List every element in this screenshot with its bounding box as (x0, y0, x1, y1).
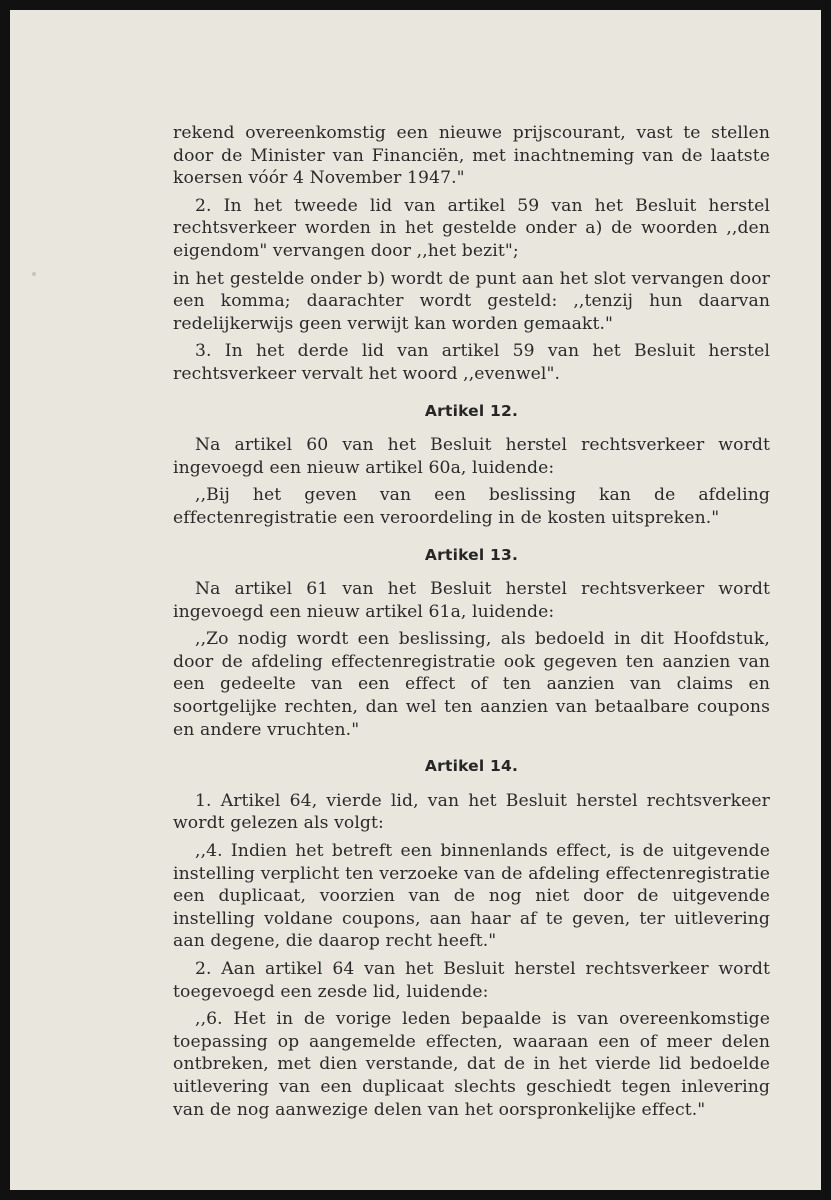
document-body (173, 122, 770, 1126)
artikel-14-quote-6: ,,6. Het in de vorige leden bepaalde is van overeenkomstige toepassing op aangemelde effecten, waaraan een of meer delen ontbreken, met dien verstande, dat de in het vierde lid bedoelde uitlevering van een duplicaat slechts geschiedt tegen inlevering van de nog aanwezige delen van het oorspronkelijke effect." (173, 1009, 770, 1120)
artikel-14-lid-2: 2. Aan artikel 64 van het Besluit herstel rechtsverkeer wordt toegevoegd een zesde lid, luidende: (173, 959, 770, 1002)
paper-speck (32, 272, 36, 276)
artikel-13-intro: Na artikel 61 van het Besluit herstel rechtsverkeer wordt ingevoegd een nieuw artikel 61a, luidende: (173, 579, 770, 622)
paragraph-onder-b: in het gestelde onder b) wordt de punt aan het slot vervangen door een komma; daarachter wordt gesteld: ,,tenzij hun daarvan redelijkerwijs geen verwijt kan worden gemaakt." (173, 268, 770, 334)
paragraph-continuation: rekend overeenkomstig een nieuwe prijscourant, vast te stellen door de Minister van Financiën, met inachtneming van de laatste koersen vóór 4 November 1947." (173, 123, 770, 189)
heading-artikel-12: Artikel 12. (424, 401, 519, 420)
heading-artikel-14: Artikel 14. (424, 757, 519, 776)
artikel-12-intro: Na artikel 60 van het Besluit herstel rechtsverkeer wordt ingevoegd een nieuw artikel 60a, luidende: (173, 435, 770, 478)
artikel-14-lid-1: 1. Artikel 64, vierde lid, van het Besluit herstel rechtsverkeer wordt gelezen als volgt: (173, 790, 770, 834)
document-page (10, 10, 821, 1190)
artikel-13-quote: ,,Zo nodig wordt een beslissing, als bedoeld in dit Hoofdstuk, door de afdeling effectenregistratie ook gegeven ten aanzien van een gedeelte van een effect of ten aanzien van claims en soortgelijke rechten, dan wel ten aanzien van betaalbare coupons en andere vruchten." (173, 629, 770, 740)
artikel-12-quote: ,,Bij het geven van een beslissing kan de afdeling effectenregistratie een veroordeling in de kosten uitspreken." (173, 485, 770, 528)
paragraph-lid-3: 3. In het derde lid van artikel 59 van het Besluit herstel rechtsverkeer vervalt het woord ,,evenwel". (173, 341, 770, 384)
artikel-14-quote-4: ,,4. Indien het betreft een binnenlands effect, is de uitgevende instelling verplicht ten verzoeke van de afdeling effectenregistratie een duplicaat, voorzien van de nog niet door de uitgevende instelling voldane coupons, aan haar af te geven, ter uitlevering aan degene, die daarop recht heeft." (173, 841, 770, 952)
heading-artikel-13: Artikel 13. (424, 545, 519, 564)
paragraph-lid-2: 2. In het tweede lid van artikel 59 van het Besluit herstel rechtsverkeer worden in het gestelde onder a) de woorden ,,den eigendom" vervangen door ,,het bezit"; (173, 195, 770, 261)
